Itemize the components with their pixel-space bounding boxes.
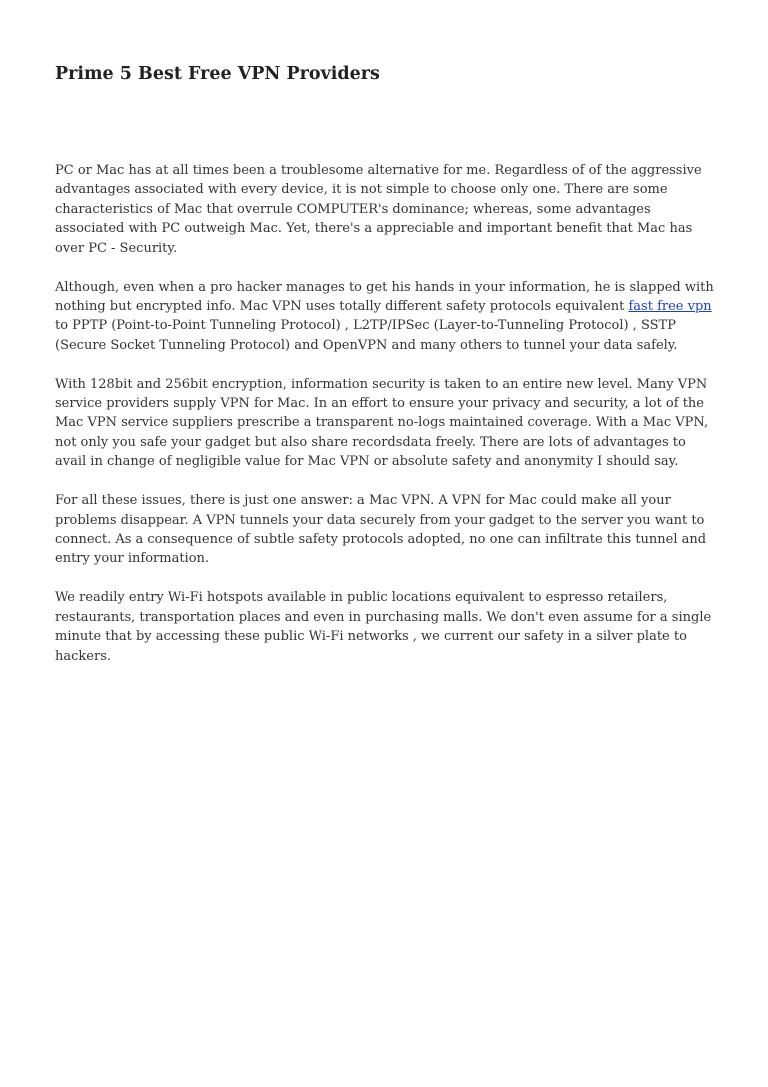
paragraph-4: For all these issues, there is just one answer: a Mac VPN. A VPN for Mac could make all your problems disappear. A VPN tunnels your data securely from your gadget to the server you want to connect. As a consequence of subtle safety protocols adopted, no one can infiltrate this tunnel and entry your information. — [55, 493, 707, 567]
paragraph-2-text-before-link: Although, even when a pro hacker manages to get his hands in your information, he is slapped with nothing but encrypted info. Mac VPN uses totally different safety protocols equivalent — [55, 279, 714, 314]
paragraph-1: PC or Mac has at all times been a troublesome alternative for me. Regardless of of the aggressive advantages associated with every device, it is not simple to choose only one. There are some characteristics of Mac that overrule COMPUTER's dominance; whereas, some advantages associated with PC outweigh Mac. Yet, there's a appreciable and important benefit that Mac has over PC - Security. — [55, 163, 702, 256]
fast-free-vpn-link[interactable]: fast free vpn — [628, 298, 712, 314]
paragraph-3: With 128bit and 256bit encryption, information security is taken to an entire new level. Many VPN service providers supply VPN for Mac. In an effort to ensure your privacy and security, a lot of the Mac VPN service suppliers prescribe a transparent no-logs maintained coverage. With a Mac VPN, not only you safe your gadget but also share recordsdata freely. There are lots of advantages to avail in change of negligible value for Mac VPN or absolute safety and anonymity I should say. — [55, 376, 709, 470]
paragraph-5: We readily entry Wi-Fi hotspots available in public locations equivalent to espresso retailers, restaurants, transportation places and even in purchasing malls. We don't even assume for a single minute that by accessing these public Wi-Fi networks , we current our safety in a silver plate to hackers. — [55, 590, 712, 664]
document-body — [55, 161, 715, 685]
paragraph-2 — [55, 278, 715, 356]
page-title: Prime 5 Best Free VPN Providers — [55, 64, 380, 84]
paragraph-2-text-after-link: to PPTP (Point-to-Point Tunneling Protocol) , L2TP/IPSec (Layer-to-Tunneling Protocol) , SSTP (Secure Socket Tunneling Protocol) and OpenVPN and many others to tunnel your data safely. — [55, 318, 678, 353]
